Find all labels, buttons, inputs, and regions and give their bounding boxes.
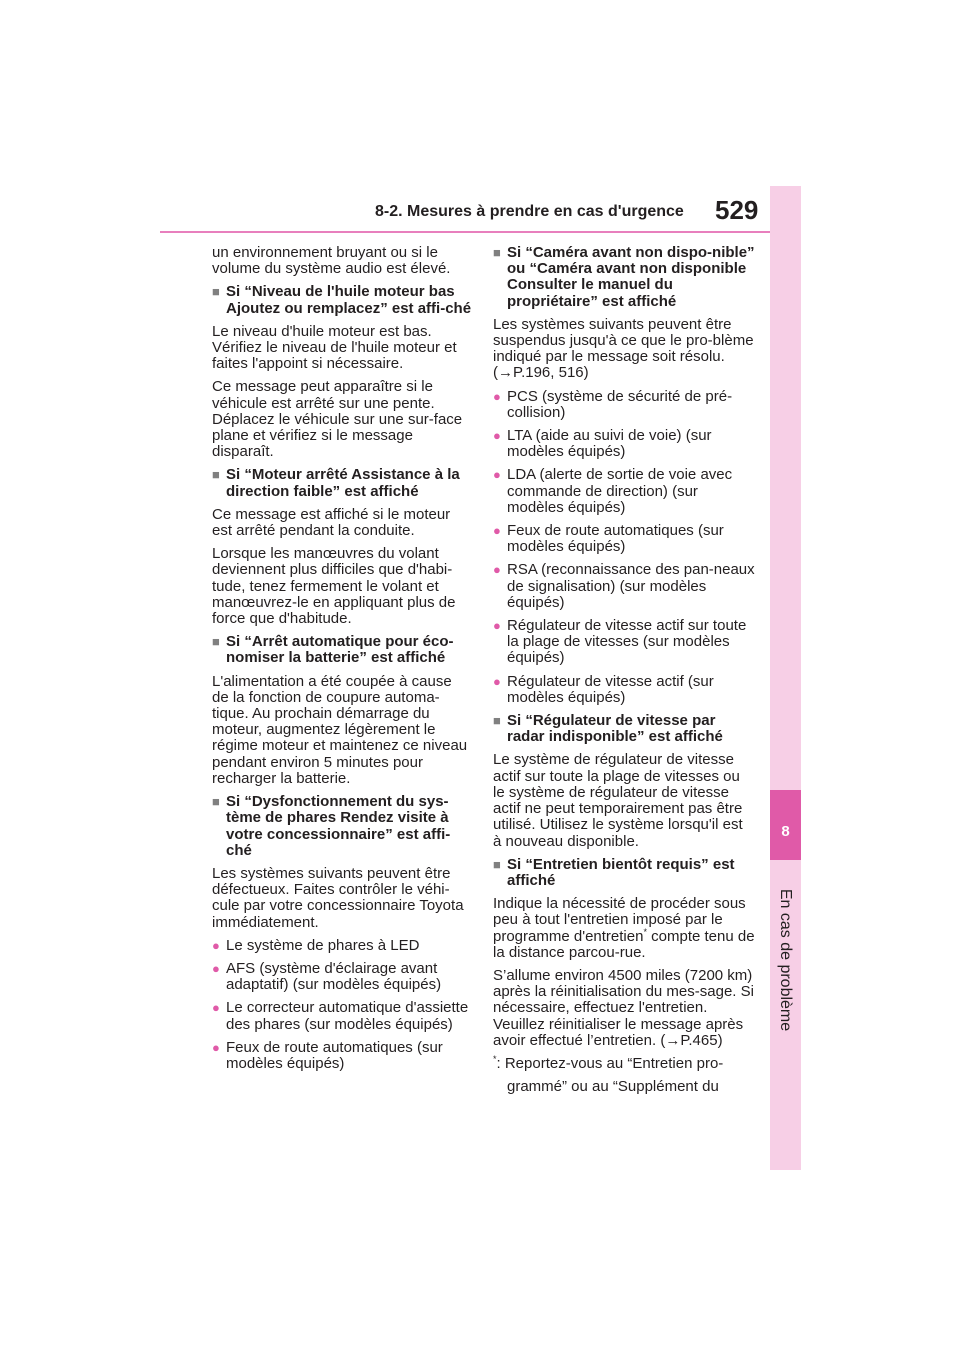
section-heading: ■ Si “Moteur arrêté Assistance à la direction faible” est affiché [212, 466, 460, 500]
bullet-dot-icon: ● [212, 1000, 220, 1016]
paragraph: Lorsque les manœuvres du volant deviennent plus difficiles que d'habi-tude, tenez fermement le volant et manœuvrez-le en appliquant plus de force que d'habitude. [212, 545, 456, 628]
section-heading: ■ Si “Caméra avant non dispo-nible” ou “Caméra avant non disponible Consulter le manuel du propriétaire” est affiché [493, 244, 755, 310]
page-number: 529 [715, 195, 759, 225]
bullet-dot-icon: ● [212, 960, 220, 976]
paragraph: S’allume environ 4500 miles (7200 km) après la réinitialisation du mes-sage. Si nécessaire, effectuez l'entretien. Veuillez réinitialiser le message après avoir effectué l’entretien. (→P.465) [493, 966, 754, 1049]
bullet-item: ● Régulateur de vitesse actif sur toute la plage de vitesses (sur modèles équipés) [493, 617, 747, 667]
paragraph: Ce message peut apparaître si le véhicule est arrêté sur une pente. Déplacez le véhicule sur une sur-face plane et vérifiez si le message disparaît. [212, 378, 463, 461]
section-heading: ■ Si “Entretien bientôt requis” est affiché [493, 855, 735, 889]
left-column [212, 245, 472, 1079]
chapter-title: En cas de problème [777, 888, 794, 1032]
right-column [493, 245, 755, 1102]
square-marker-icon: ■ [212, 794, 220, 810]
bullet-dot-icon: ● [493, 428, 501, 444]
paragraph: Les systèmes suivants peuvent être défectueux. Faites contrôler le véhi-cule par votre concessionnaire Toyota immédiatement. [212, 864, 464, 931]
footnote: *: Reportez-vous au “Entretien pro- [493, 1053, 724, 1072]
square-marker-icon: ■ [493, 245, 501, 260]
bullet-item: ● Le correcteur automatique d'assiette des phares (sur modèles équipés) [212, 999, 469, 1033]
section-header: 8-2. Mesures à prendre en cas d'urgence [375, 203, 684, 220]
paragraph: L'alimentation a été coupée à cause de la fonction de coupure automa-tique. Au prochain démarrage du moteur, augmentez légèrement le régime moteur et maintenez ce niveau pendant environ 5 minutes pour recharger la batterie. [212, 672, 468, 787]
bullet-item: ● Feux de route automatiques (sur modèles équipés) [212, 1038, 443, 1072]
section-heading: ■ Si “Dysfonctionnement du sys-tème de phares Rendez visite à votre concessionnaire” est affi-ché [212, 793, 451, 859]
bullet-item: ● Le système de phares à LED [212, 936, 420, 954]
paragraph: Indique la nécessité de procéder sous peu à tout l'entretien imposé par le programme d'entretien* compte tenu de la distance parcou-rue. [493, 895, 755, 961]
paragraph: Les systèmes suivants peuvent être suspendus jusqu'à ce que le pro-blème indiqué par le message soit résolu. (→P.196, 516) [493, 315, 754, 382]
bullet-dot-icon: ● [493, 467, 501, 483]
bullet-dot-icon: ● [212, 1039, 220, 1055]
section-heading: ■ Si “Niveau de l'huile moteur bas Ajoutez ou remplacez” est affi-ché [212, 283, 472, 317]
paragraph: Le niveau d'huile moteur est bas. Vérifiez le niveau de l'huile moteur et faites l'appoint si nécessaire. [212, 322, 457, 373]
bullet-item: ● Régulateur de vitesse actif (sur modèles équipés) [493, 672, 714, 706]
square-marker-icon: ■ [493, 713, 501, 729]
section-heading: ■ Si “Arrêt automatique pour éco-nomiser la batterie” est affiché [212, 633, 454, 667]
bullet-dot-icon: ● [493, 523, 501, 539]
bullet-dot-icon: ● [493, 618, 501, 634]
square-marker-icon: ■ [212, 467, 220, 483]
bullet-item: ● AFS (système d'éclairage avant adaptatif) (sur modèles équipés) [212, 959, 442, 994]
bullet-item: ● LTA (aide au suivi de voie) (sur modèles équipés) [493, 427, 712, 461]
footnote-marker: * [643, 926, 647, 937]
header-rule [160, 231, 770, 233]
section-heading: ■ Si “Régulateur de vitesse par radar indisponible” est affiché [493, 712, 723, 746]
square-marker-icon: ■ [212, 284, 220, 300]
bullet-dot-icon: ● [493, 673, 501, 689]
paragraph: Ce message est affiché si le moteur est arrêté pendant la conduite. [212, 505, 451, 540]
chapter-number: 8 [781, 823, 790, 840]
bullet-dot-icon: ● [493, 562, 501, 578]
bullet-dot-icon: ● [212, 937, 220, 953]
paragraph: Le système de régulateur de vitesse actif sur toute la plage de vitesses ou le système de régulateur de vitesse actif ne peut temporairement pas être utilisé. Utilisez le système lorsqu'il est à nouveau disponible. [493, 751, 743, 850]
bullet-item: ● PCS (système de sécurité de pré-collision) [493, 387, 733, 421]
square-marker-icon: ■ [212, 634, 220, 650]
paragraph: un environnement bruyant ou si le volume du système audio est élevé. [212, 244, 451, 278]
bullet-item: ● Feux de route automatiques (sur modèles équipés) [493, 522, 724, 556]
bullet-item: ● RSA (reconnaissance des pan-neaux de signalisation) (sur modèles équipés) [493, 561, 755, 611]
footnote-continuation: grammé” ou au “Supplément du [507, 1078, 719, 1096]
bullet-dot-icon: ● [493, 388, 501, 404]
bullet-item: ● LDA (alerte de sortie de voie avec commande de direction) (sur modèles équipés) [493, 466, 733, 516]
square-marker-icon: ■ [493, 856, 501, 872]
footnote-marker: * [493, 1053, 497, 1064]
